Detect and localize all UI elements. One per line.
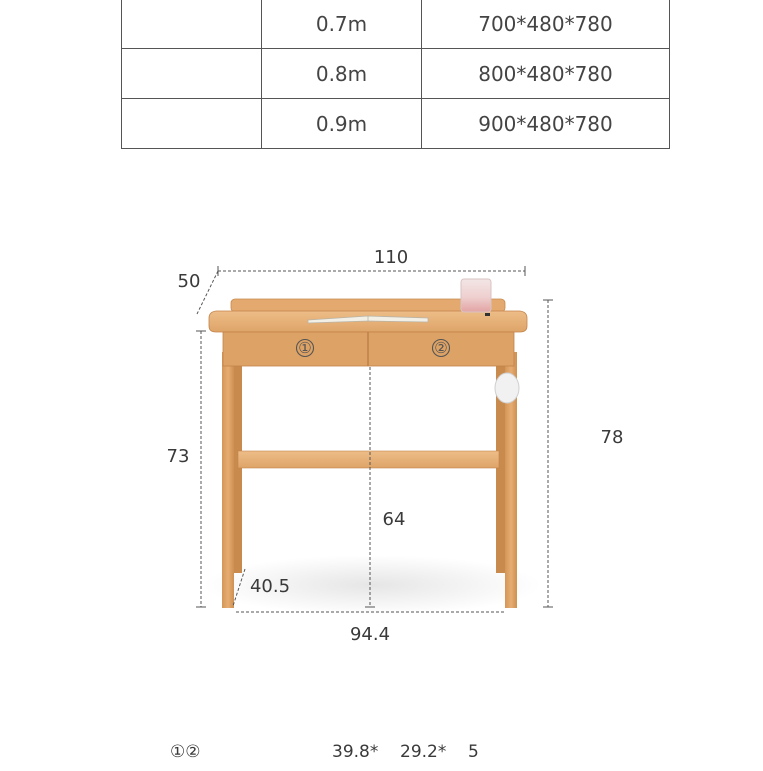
- side-hook: [495, 373, 519, 403]
- drawer-markers: ①②: [170, 742, 201, 762]
- drawer-2-marker: ②: [434, 339, 448, 357]
- total-height-label: 78: [600, 427, 624, 448]
- drawer-depth-value: 29.2*: [400, 742, 447, 762]
- knee-clearance-label: 64: [382, 509, 406, 530]
- size-dimensions-cell: 800*480*780: [422, 49, 670, 99]
- drinking-glass: [461, 279, 491, 312]
- depth-label: 50: [177, 271, 201, 292]
- top-width-label: 110: [373, 247, 409, 268]
- size-width-cell: 0.7m: [262, 0, 422, 49]
- desktop-surface: [209, 311, 527, 332]
- desk-grommet: [485, 313, 490, 316]
- drawer-1-marker: ①: [298, 339, 312, 357]
- foot-depth-label: 40.5: [249, 576, 291, 597]
- size-width-cell: 0.9m: [262, 99, 422, 149]
- bottom-width-label: 94.4: [349, 624, 391, 645]
- size-width-cell: 0.8m: [262, 49, 422, 99]
- drawer-height-value: 5: [468, 742, 479, 762]
- size-dimensions-cell: 700*480*780: [422, 0, 670, 49]
- drawer-size-footer: [0, 742, 763, 768]
- leg-height-label: 73: [166, 446, 190, 467]
- drawer-width-value: 39.8*: [332, 742, 379, 762]
- front-left-leg: [222, 352, 234, 608]
- stretcher-bar: [238, 451, 499, 468]
- size-dimensions-cell: 900*480*780: [422, 99, 670, 149]
